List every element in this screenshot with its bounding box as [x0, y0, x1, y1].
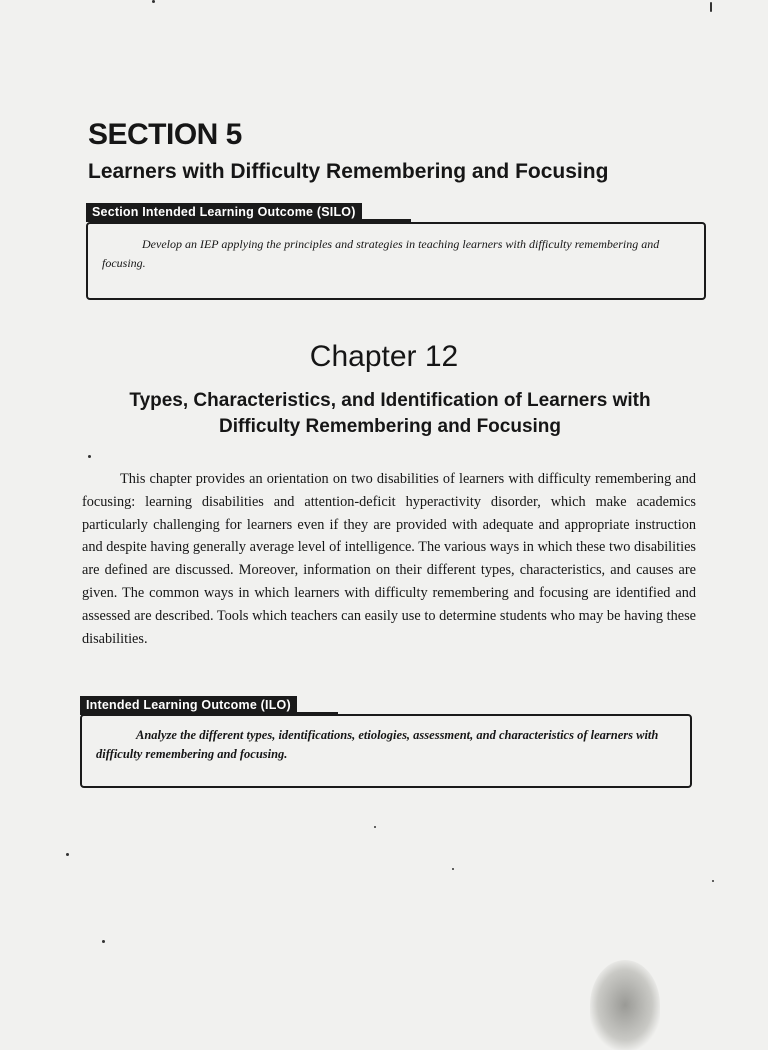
- scan-speck: [88, 455, 91, 458]
- thumb-smudge: [590, 960, 660, 1050]
- ilo-text: Analyze the different types, identifications, etiologies, assessment, and characteristics of learners with difficulty remembering and focusing.: [96, 728, 659, 762]
- chapter-intro: [82, 468, 696, 650]
- section-label: SECTION 5: [88, 118, 242, 151]
- scan-speck: [102, 940, 105, 943]
- chapter-label: Chapter 12: [309, 340, 459, 373]
- intro-paragraph: This chapter provides an orientation on two disabilities of learners with difficulty remembering and focusing: learning disabilities and attention-deficit hyperactivity disorder, which make academics particularly challenging for learners even if they are provided with adequate and appropriate instruction and despite having generally average level of intelligence. The various ways in which these two disabilities are defined are discussed. Moreover, information on their different types, characteristics, and causes are given. The common ways in which learners with difficulty remembering and focusing are identified and assessed are described. Tools which teachers can easily use to determine students who may be having these disabilities.: [82, 471, 696, 647]
- ilo-box: [80, 714, 692, 788]
- scan-speck: [710, 2, 712, 12]
- chapter-title: Types, Characteristics, and Identification of Learners with Difficulty Remembering and Focusing: [129, 390, 651, 437]
- silo-text: Develop an IEP applying the principles and strategies in teaching learners with difficulty remembering and focusing.: [102, 237, 660, 270]
- scan-speck: [712, 880, 714, 882]
- scan-speck: [452, 868, 454, 870]
- silo-heading: Section Intended Learning Outcome (SILO): [86, 203, 362, 221]
- silo-box: [86, 222, 706, 300]
- scan-speck: [374, 826, 376, 828]
- section-title: Learners with Difficulty Remembering and Focusing: [88, 160, 609, 183]
- scan-speck: [66, 853, 69, 856]
- ilo-heading: Intended Learning Outcome (ILO): [80, 696, 297, 714]
- scan-speck: [152, 0, 155, 3]
